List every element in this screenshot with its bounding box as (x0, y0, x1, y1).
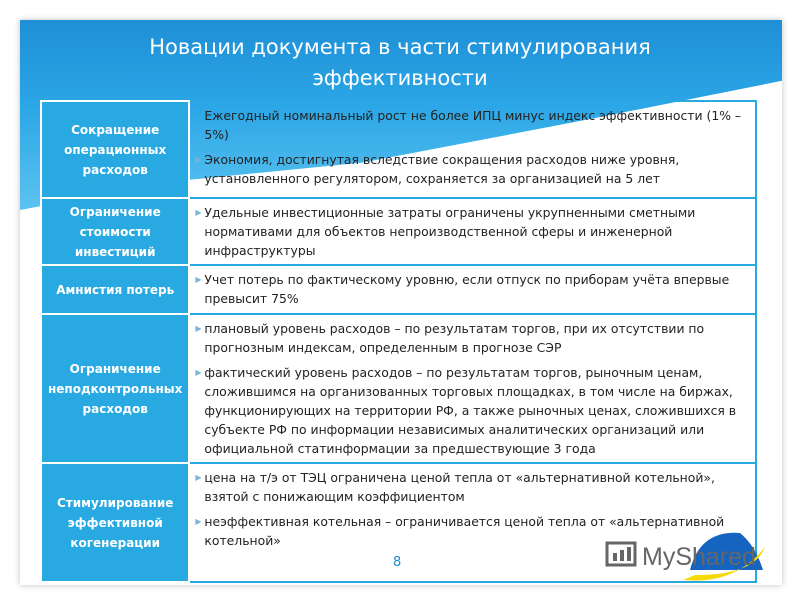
bullet-icon: ▶ (195, 275, 202, 284)
list-item (204, 106, 747, 144)
list-item (195, 203, 747, 260)
row-category-label: Стимулирование эффективной когенерации (41, 463, 189, 582)
list-item-text: плановый уровень расходов – по результатам торгов, при их отсутствии по прогнозным индексам, определенным в прогнозе СЭР (204, 321, 705, 355)
row-category-label: Сокращение операционных расходов (41, 101, 189, 198)
innovations-table (40, 100, 757, 583)
bullet-icon: ▶ (195, 155, 202, 164)
bullet-icon: ▶ (195, 473, 202, 482)
row-description (189, 101, 756, 198)
list-item-text: Удельные инвестиционные затраты ограничены укрупненными сметными нормативами для объектов непроизводственной сферы и инженерной инфраструктуры (204, 205, 696, 258)
list-item (195, 319, 747, 357)
list-item-text: цена на т/э от ТЭЦ ограничена ценой тепла от «альтернативной котельной», взятой с понижающим коэффициентом (204, 470, 715, 504)
bullet-icon: ▶ (195, 368, 202, 377)
row-description (189, 314, 756, 463)
table-row (41, 314, 756, 463)
list-item-text: неэффективная котельная – ограничивается ценой тепла от «альтернативной котельной» (204, 514, 725, 548)
slide-title: Новации документа в части стимулирования эффективности (149, 35, 651, 90)
list-item-text: Учет потерь по фактическому уровню, если отпуск по приборам учёта впервые превысит 75% (204, 272, 730, 306)
bullet-icon: ▶ (195, 208, 202, 217)
row-category-label: Ограничение неподконтрольных расходов (41, 314, 189, 463)
list-item-text: Экономия, достигнутая вследствие сокращения расходов ниже уровня, установленного регулятором, сохраняется за организацией на 5 лет (204, 152, 680, 186)
table-row (41, 265, 756, 314)
list-item (195, 363, 747, 458)
bullet-icon: ▶ (195, 324, 202, 333)
table-row (41, 101, 756, 198)
myshared-logo (605, 525, 770, 585)
table-row (41, 198, 756, 265)
row-description (189, 265, 756, 314)
row-category-label: Амнистия потерь (41, 265, 189, 314)
row-category-label: Ограничение стоимости инвестиций (41, 198, 189, 265)
list-item (195, 270, 747, 308)
list-item-text: фактический уровень расходов – по результатам торгов, рыночным ценам, сложившимся на организованных торговых площадках, в том числе на биржах, функционирующих на территории РФ, а также рыночных ценах, сложившихся в субъекте РФ по информации независимых аналитических организаций или официальной статинформации за предшествующие 3 года (204, 365, 737, 456)
bullet-icon: ▶ (195, 517, 202, 526)
row-description (189, 198, 756, 265)
list-item (195, 150, 747, 188)
svg-text:MyShared: MyShared (642, 543, 756, 571)
list-item-text: Ежегодный номинальный рост не более ИПЦ минус индекс эффективности (1% – 5%) (204, 108, 742, 142)
list-item (195, 468, 747, 506)
page-number: 8 (393, 555, 402, 570)
